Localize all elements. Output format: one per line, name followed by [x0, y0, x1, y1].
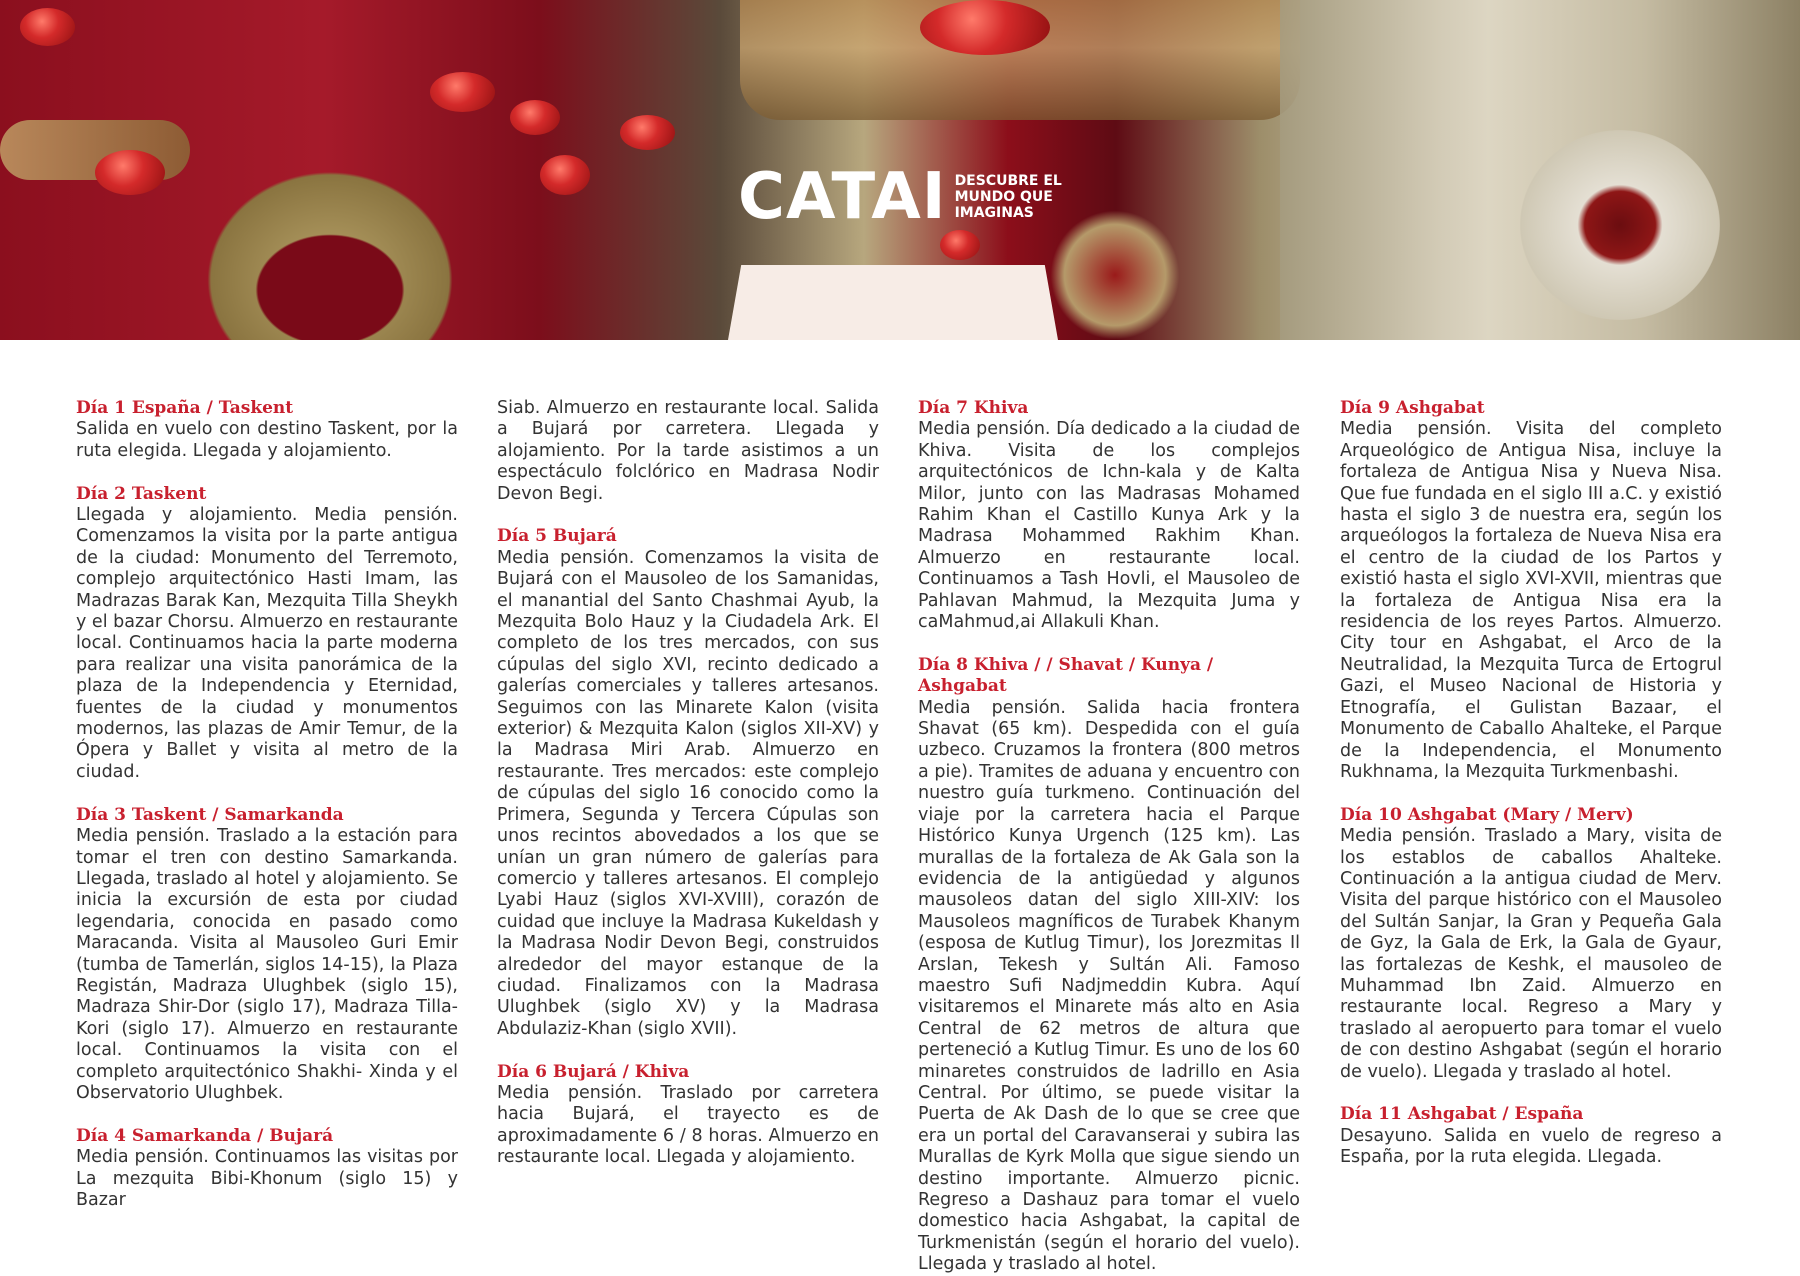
day-title: Día 9 Ashgabat [1340, 398, 1485, 418]
day-title: Día 4 Samarkanda / Bujará [76, 1125, 334, 1146]
gem [940, 230, 980, 260]
gem [920, 0, 1050, 55]
itinerary-column-3 [918, 398, 1300, 1276]
day-entry [497, 526, 879, 1040]
day-description: Media pensión. Salida hacia frontera Shavat (65 km). Despedida con el guía uzbeco. Cruzamos la frontera (800 metros a pie). Tramites de aduana y encuentro con nuestro guía turkmeno. Continuación del viaje por la carretera hacia el Parque Histórico Kunya Urgench (125 km). Las murallas de la fortaleza de Ak Gala son la evidencia de la antigüedad y algunos mausoleos datan del siglo XIII-XIV: los Mausoleos magníficos de Turabek Khanym (esposa de Kutlug Timur), los Jorezmitas Il Arslan, Tekesh y Sultán Ali. Famoso maestro Sufi Nadjmeddin Kubra. Aquí visitaremos el Minarete más alto en Asia Central de 62 metros de altura que perteneció a Kutlug Timur. Es uno de los 60 minaretes construidos de ladrillo en Asia Central. Por último, se puede visitar la Puerta de Ak Dash de lo que se cree que era un portal del Caravanserai y subira las Murallas de Kyrk Molla que sigue siendo un destino importante. Almuerzo picnic. Regreso a Dashauz para tomar el vuelo domestico hacia Ashgabat, la capital de Turkmenistán (según el horario del vuelo). Llegada y traslado al hotel. [918, 697, 1300, 1275]
gem [620, 115, 675, 150]
ring-shape [1050, 210, 1180, 340]
logo-wordmark: CATAI [738, 160, 947, 234]
day-title: Día 11 Ashgabat / España [1340, 1104, 1584, 1125]
day-description: Media pensión. Traslado por carretera hacia Bujará, el trayecto es de aproximadamente 6 / 8 horas. Almuerzo en restaurante local. Llegada y alojamiento. [497, 1082, 879, 1168]
header-tab [728, 265, 1058, 340]
day-entry [76, 1126, 458, 1212]
day-entry [1340, 398, 1722, 783]
continued-text [497, 398, 879, 505]
catai-logo [738, 160, 1075, 234]
day-description: Media pensión. Traslado a Mary, visita de los establos de caballos Ahalteke. Continuación a la antigua ciudad de Merv. Visita del parque histórico con el Mausoleo del Sultán Sanjar, la Gran y Pequeña Gala de Gyz, la Gala de Erk, la Gala de Gyaur, las fortalezas de Keshk, el mausoleo de Muhammad Ibn Zaid. Almuerzo en restaurante local. Regreso a Mary y traslado al aeropuerto para tomar el vuelo de con destino Ashgabat (según el horario de vuelo). Llegada y traslado al hotel. [1340, 826, 1722, 1082]
gem [20, 8, 75, 46]
itinerary-column-2 [497, 398, 879, 1169]
day-entry [918, 655, 1300, 1276]
day-entry [1340, 1104, 1722, 1168]
day-description: Media pensión. Traslado a la estación para tomar el tren con destino Samarkanda. Llegada, traslado al hotel y alojamiento. Se inicia la excursión de esta por ciudad legendaria, conocida en pasado como Maracanda. Visita al Mausoleo Guri Emir (tumba de Tamerlán, siglos 14-15), la Plaza Registán, Madraza Ulughbek (siglo 15), Madraza Shir-Dor (siglo 17), Madraza Tilla-Kori (siglo 17). Almuerzo en restaurante local. Continuamos la visita con el completo arquitectónico Shakhi- Xinda y el Observatorio Ulughbek. [76, 826, 458, 1103]
itinerary-column-1 [76, 398, 458, 1211]
cuff-gem-shape [1520, 130, 1720, 320]
day-description-continued: Siab. Almuerzo en restaurante local. Salida a Bujará por carretera. Llegada y alojamiento. Por la tarde asistimos a un espectáculo folclórico en Madrasa Nodir Devon Begi. [497, 398, 879, 504]
day-description: Llegada y alojamiento. Media pensión. Comenzamos la visita por la parte antigua de la ciudad: Monumento del Terremoto, complejo arquitectónico Hasti Imam, las Madrazas Barak Kan, Mezquita Tilla Sheykh y el bazar Chorsu. Almuerzo en restaurante local. Continuamos hacia la parte moderna para realizar una visita panorámica de la plaza de la Independencia y Eternidad, fuentes de la ciudad y monumentos modernos, las plazas de Amir Temur, de la Ópera y Ballet y visita al metro de la ciudad. [76, 505, 458, 782]
day-entry [76, 805, 458, 1105]
gem [430, 72, 495, 112]
day-description: Desayuno. Salida en vuelo de regreso a España, por la ruta elegida. Llegada. [1340, 1125, 1722, 1168]
logo-tagline: DESCUBRE EL MUNDO QUE IMAGINAS [954, 173, 1062, 221]
day-description: Media pensión. Día dedicado a la ciudad de Khiva. Visita de los complejos arquitectónicos de Ichn-kala y de Kalta Milor, junto con las Madrasas Mohamed Rahim Khan el Castillo Kunya Ark y la Madrasa Mohammed Rakhim Khan. Almuerzo en restaurante local. Continuamos a Tash Hovli, el Mausoleo de Pahlavan Mahmud, la Mezquita Juma y caMahmud,ai Allakuli Khan. [918, 419, 1300, 633]
day-entry [918, 398, 1300, 633]
day-entry [1340, 805, 1722, 1083]
day-title: Día 3 Taskent / Samarkanda [76, 804, 344, 825]
gem [95, 150, 165, 195]
day-description: Media pensión. Continuamos las visitas por La mezquita Bibi-Khonum (siglo 15) y Bazar [76, 1147, 458, 1210]
hero-photo [0, 0, 1800, 340]
gem [510, 100, 560, 135]
day-title: Día 7 Khiva [918, 398, 1029, 418]
day-description: Media pensión. Visita del completo Arqueológico de Antigua Nisa, incluye la fortaleza de Antigua Nisa y Nueva Nisa. Que fue fundada en el siglo III a.C. y existió hasta el siglo 3 de nuestra era, según los arqueólogos la fortaleza de Nueva Nisa era el centro de la ciudad de los Partos y existió hasta el siglo XVI-XVII, mientras que la fortaleza de Antigua Nisa era la residencia de los reyes Partos. Almuerzo. City tour en Ashgabat, el Arco de la Neutralidad, la Mezquita Turca de Ertogrul Gazi, el Museo Nacional de Historia y Etnografía, el Gulistan Bazaar, el Monumento de Caballo Ahalteke, el Parque de la Independencia, el Monumento Rukhnama, la Mezquita Turkmenbashi. [1340, 419, 1722, 782]
day-title: Día 5 Bujará [497, 526, 617, 547]
day-title: Día 8 Khiva / / Shavat / Kunya / Ashgabat [918, 654, 1214, 697]
day-entry [76, 398, 458, 462]
day-title: Día 2 Taskent [76, 483, 207, 504]
itinerary-column-4 [1340, 398, 1722, 1169]
day-title: Día 1 España / Taskent [76, 398, 294, 418]
gem [540, 155, 590, 195]
day-title: Día 10 Ashgabat (Mary / Merv) [1340, 804, 1634, 825]
day-description: Media pensión. Comenzamos la visita de Bujará con el Mausoleo de los Samanidas, el manantial del Santo Chashmai Ayub, la Mezquita Bolo Hauz y la Ciudadela Ark. El completo de los tres mercados, con sus cúpulas del siglo XVI, recinto dedicado a galerías comerciales y talleres artesanos. Seguimos con las Minarete Kalon (visita exterior) & Mezquita Kalon (siglos XII-XV) y la Madrasa Miri Arab. Almuerzo en restaurante. Tres mercados: este complejo de cúpulas del siglo 16 conocido como la Primera, Segunda y Tercera Cúpulas son unos recintos abovedados a los que se unían un gran número de galerías para comercio y talleres artesanos. El complejo Lyabi Hauz (siglos XVI-XVIII), corazón de cuidad que incluye la Madrasa Kukeldash y la Madrasa Nodir Devon Begi, construidos alrededor del mayor estanque de la ciudad. Finalizamos con la Madrasa Ulughbek (siglo XV) y la Madrasa Abdulaziz-Khan (siglo XVII). [497, 547, 879, 1039]
day-entry [497, 1062, 879, 1169]
day-description: Salida en vuelo con destino Taskent, por la ruta elegida. Llegada y alojamiento. [76, 419, 458, 461]
day-entry [76, 484, 458, 784]
day-title: Día 6 Bujará / Khiva [497, 1061, 690, 1082]
